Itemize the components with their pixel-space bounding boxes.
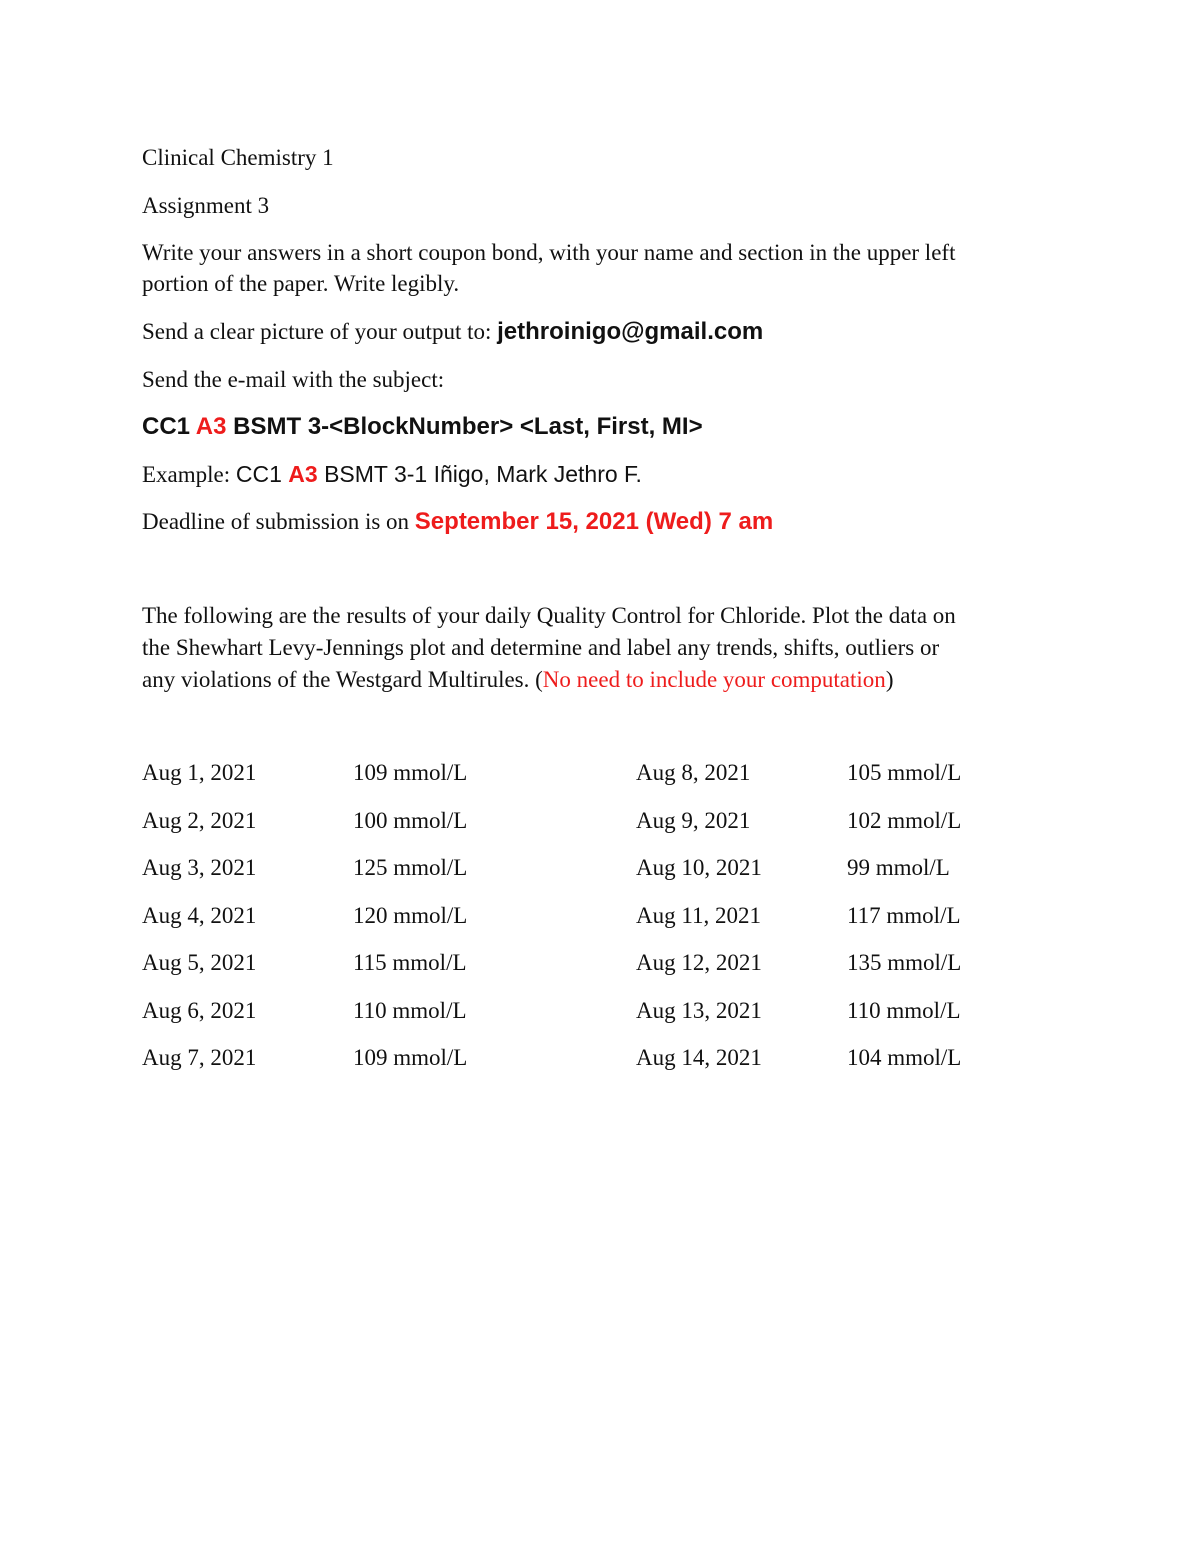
deadline-value: September 15, 2021 (Wed) 7 am xyxy=(414,508,774,535)
instructions-line-2: portion of the paper. Write legibly. xyxy=(142,271,460,296)
subject-format-assignment-code: A3 xyxy=(195,413,227,440)
table-row xyxy=(142,900,1042,948)
qc-date: Aug 9, 2021 xyxy=(636,807,751,833)
example-part1: CC1 xyxy=(235,461,289,487)
qc-value: 110 mmol/L xyxy=(353,997,467,1023)
qc-value: 102 mmol/L xyxy=(847,807,962,833)
qc-date: Aug 3, 2021 xyxy=(142,855,257,880)
deadline-line xyxy=(142,506,773,537)
qc-value: 115 mmol/L xyxy=(353,950,467,975)
subject-intro: Send the e-mail with the subject: xyxy=(142,367,445,392)
task-line-3 xyxy=(142,664,893,695)
email-address: jethroinigo@gmail.com xyxy=(497,318,764,345)
qc-value: 104 mmol/L xyxy=(847,1045,962,1070)
example-assignment-code: A3 xyxy=(288,461,318,487)
qc-value: 117 mmol/L xyxy=(847,902,961,928)
qc-value: 99 mmol/L xyxy=(847,855,950,880)
deadline-prefix: Deadline of submission is on xyxy=(142,509,415,534)
send-to-line xyxy=(142,316,763,347)
subject-format-part3: BSMT 3-<BlockNumber> <Last, First, MI> xyxy=(226,413,703,440)
send-to-prefix: Send a clear picture of your output to: xyxy=(142,319,498,344)
task-note: No need to include your computation xyxy=(542,667,886,692)
qc-date: Aug 4, 2021 xyxy=(142,902,257,928)
subject-format xyxy=(142,411,703,442)
table-row xyxy=(142,995,1042,1043)
qc-date: Aug 5, 2021 xyxy=(142,950,257,975)
qc-value: 109 mmol/L xyxy=(353,760,468,785)
qc-date: Aug 12, 2021 xyxy=(636,950,762,975)
qc-value: 105 mmol/L xyxy=(847,760,962,785)
subject-format-part1: CC1 xyxy=(142,413,196,440)
task-line-1: The following are the results of your daily Quality Control for Chloride. Plot the data on xyxy=(142,603,956,628)
table-row xyxy=(142,947,1042,995)
qc-results-table xyxy=(142,757,1042,1090)
task-line-3-text: any violations of the Westgard Multirules. ( xyxy=(142,667,543,692)
qc-value: 109 mmol/L xyxy=(353,1045,468,1070)
qc-date: Aug 6, 2021 xyxy=(142,997,257,1023)
qc-date: Aug 14, 2021 xyxy=(636,1045,762,1070)
task-line-2: the Shewhart Levy-Jennings plot and determine and label any trends, shifts, outliers or xyxy=(142,635,940,660)
qc-date: Aug 7, 2021 xyxy=(142,1045,257,1070)
qc-date: Aug 13, 2021 xyxy=(636,997,762,1023)
qc-date: Aug 8, 2021 xyxy=(636,760,751,785)
assignment-title: Assignment 3 xyxy=(142,193,270,218)
qc-value: 135 mmol/L xyxy=(847,950,962,975)
qc-date: Aug 11, 2021 xyxy=(636,902,762,928)
example-line xyxy=(142,459,642,490)
table-row xyxy=(142,805,1042,853)
qc-date: Aug 2, 2021 xyxy=(142,807,257,833)
table-row xyxy=(142,757,1042,805)
table-row xyxy=(142,1042,1042,1090)
qc-value: 110 mmol/L xyxy=(847,997,961,1023)
example-label: Example: xyxy=(142,462,236,487)
qc-value: 125 mmol/L xyxy=(353,855,468,880)
table-row xyxy=(142,852,1042,900)
example-part3: BSMT 3-1 Iñigo, Mark Jethro F. xyxy=(317,461,642,487)
task-line-3-close: ) xyxy=(885,667,894,692)
course-title: Clinical Chemistry 1 xyxy=(142,145,334,170)
qc-value: 100 mmol/L xyxy=(353,807,468,833)
qc-value: 120 mmol/L xyxy=(353,902,468,928)
qc-date: Aug 1, 2021 xyxy=(142,760,257,785)
instructions-line-1: Write your answers in a short coupon bond, with your name and section in the upper left xyxy=(142,240,956,265)
qc-date: Aug 10, 2021 xyxy=(636,855,762,880)
